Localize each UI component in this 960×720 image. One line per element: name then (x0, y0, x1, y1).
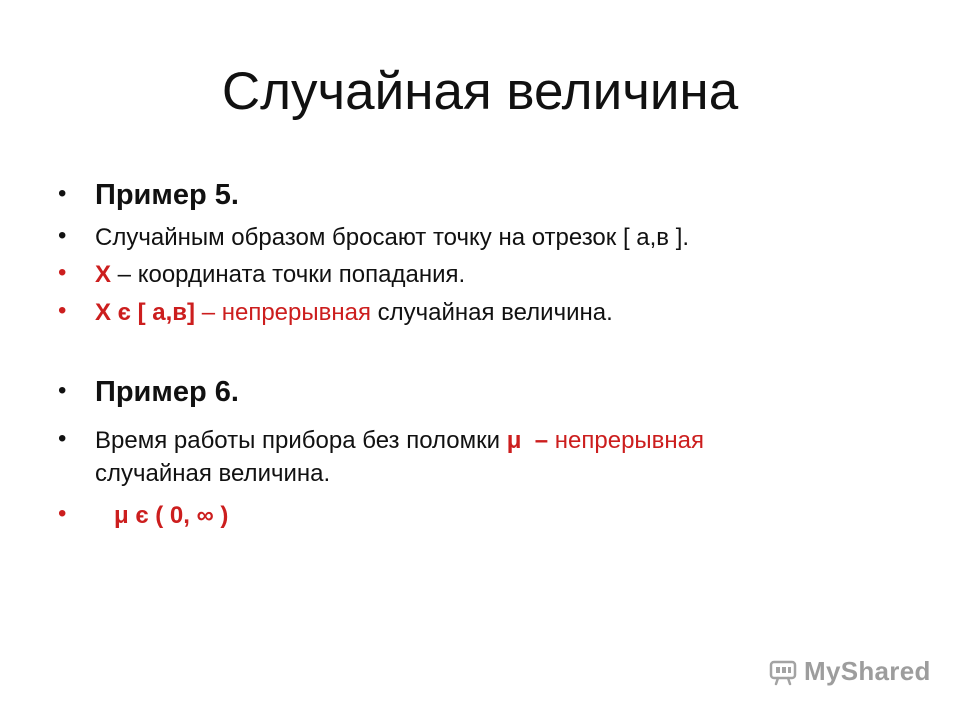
bullet-dot: • (58, 297, 67, 324)
example5-line2-rest: – координата точки попадания. (111, 261, 466, 288)
example6-heading: Пример 6. (95, 376, 239, 408)
bullet-dot: • (58, 377, 67, 404)
myshared-logo (768, 656, 931, 687)
bullet-example5-line3 (58, 296, 613, 329)
bullet-dot: • (58, 425, 67, 452)
myshared-logo-text: MyShared (804, 656, 931, 686)
variable-x: Х (95, 261, 112, 288)
expression-x-in-interval: Х є [ а,в] (95, 299, 196, 326)
myshared-logo-icon (768, 657, 798, 687)
example6-line1-text: Время работы прибора без поломки (95, 427, 507, 454)
bullet-example5-line1 (58, 221, 689, 254)
example5-line3 (95, 296, 613, 329)
continuous-label: – непрерывная (195, 299, 371, 326)
example6-line1-rest: случайная величина. (95, 460, 331, 487)
dash: – (521, 427, 549, 454)
bullet-example6-heading (58, 376, 239, 409)
bullet-dot: • (58, 259, 67, 286)
bullet-example5-line2 (58, 258, 465, 291)
example5-line3-rest: случайная величина. (370, 299, 613, 326)
slide-title: Случайная величина (221, 62, 739, 121)
continuous-label: непрерывная (548, 427, 705, 454)
bullet-example6-line2 (58, 499, 228, 532)
bullet-dot: • (58, 222, 67, 249)
example5-line2 (95, 258, 465, 291)
variable-mu: μ (506, 427, 522, 454)
expression-mu-in-interval: μ є ( 0, ∞ ) (114, 502, 229, 529)
bullet-dot: • (58, 500, 67, 527)
bullet-example6-line1 (58, 424, 795, 490)
example5-heading: Пример 5. (95, 179, 239, 211)
bullet-dot: • (58, 180, 67, 207)
example6-line1 (95, 424, 795, 490)
example5-line1: Случайным образом бросают точку на отрезок [ а,в ]. (95, 224, 690, 251)
bullet-example5-heading (58, 179, 239, 212)
